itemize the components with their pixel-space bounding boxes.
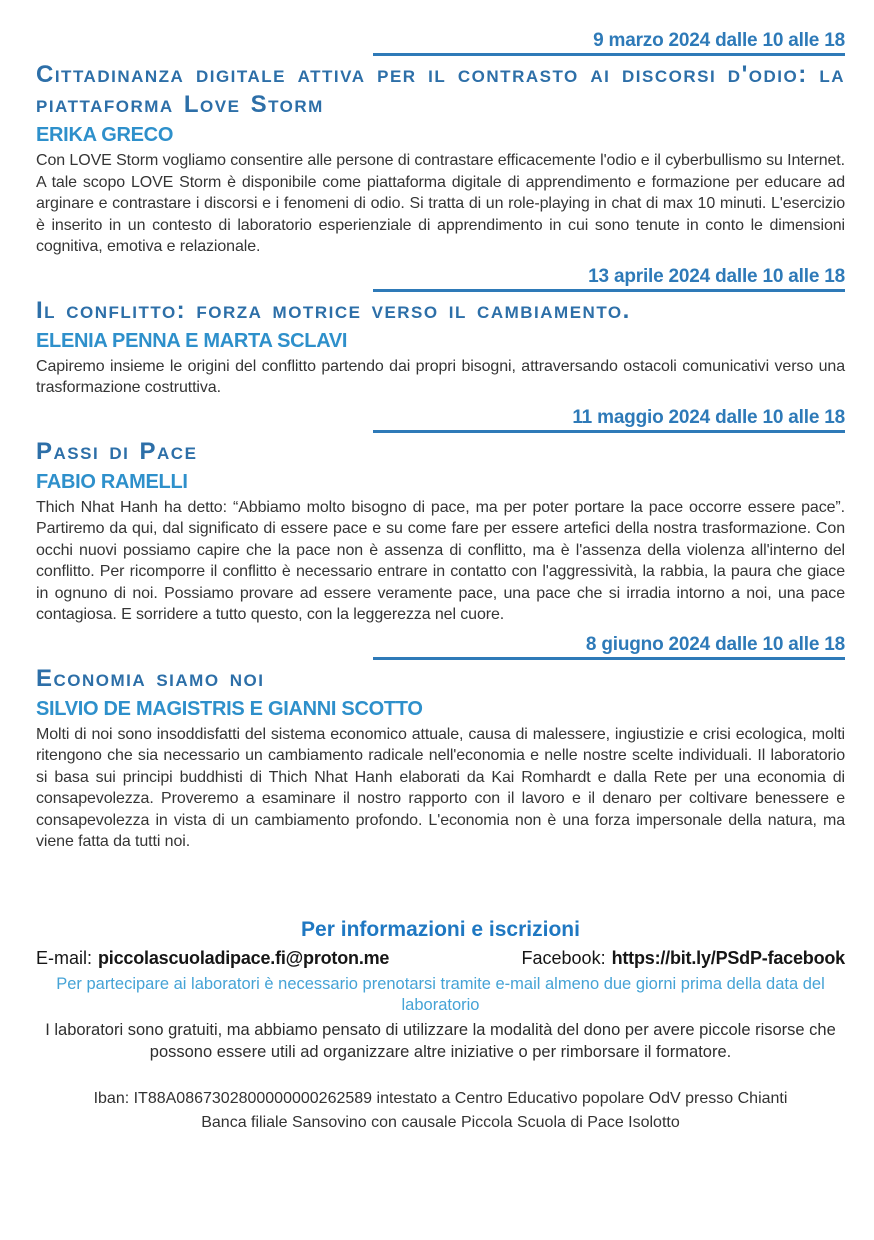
session-speaker: ELENIA PENNA E MARTA SCLAVI (36, 329, 348, 352)
facebook-label: Facebook: (521, 947, 606, 968)
session-date-rule (373, 634, 845, 660)
session-title: Passi di Pace (36, 437, 198, 465)
session-description: Con LOVE Storm vogliamo consentire alle persone di contrastare efficacemente l'odio e il cyberbullismo su Internet. A tale scopo LOVE Storm è disponibile come piattaforma digitale di apprendimento e formazione per educare ad arginare e contrastare i discorsi e i fenomeni di odio. Si tratta di un role-playing in chat di max 10 minuti. L'esercizio è inserito in un contesto di laboratorio esperienziale di apprendimento in cui sono tenute in conto le dimensioni cognitiva, emotiva e relazionale. (36, 152, 845, 255)
facebook-url-link[interactable]: https://bit.ly/PSdP-facebook (611, 947, 845, 968)
session-date: 9 marzo 2024 dalle 10 alle 18 (593, 30, 845, 51)
session-description: Thich Nhat Hanh ha detto: “Abbiamo molto bisogno di pace, ma per poter portare la pace occorre essere pace”. Partiremo da qui, dal significato di essere pace e su come fare per essere artefici della nostra trasformazione. Con occhi nuovi possiamo capire che la pace non è assenza di conflitto, ma è l'assenza della violenza all'interno del conflitto. Per ricomporre il conflitto è necessario entrare in contatto con l'aggressività, la rabbia, la paura che giace in ognuno di noi. Possiamo provare ad essere veramente pace, una pace che si irradia intorno a noi, una pace contagiosa. E sorridere a tutto questo, con la leggerezza nel cuore. (36, 498, 845, 623)
email-address-link[interactable]: piccolascuoladipace.fi@proton.me (98, 947, 390, 968)
booking-note: Per partecipare ai laboratori è necessario prenotarsi tramite e-mail almeno due giorni prima della data del laboratorio (56, 974, 825, 1014)
session-date-rule (373, 407, 845, 433)
session-economia (36, 634, 845, 853)
email-contact (36, 946, 389, 970)
session-title: Cittadinanza digitale attiva per il contrasto ai discorsi d'odio: la piattaforma Love Storm (36, 61, 845, 118)
session-speaker: SILVIO DE MAGISTRIS E GIANNI SCOTTO (36, 697, 423, 720)
email-label: E-mail: (36, 947, 93, 968)
session-description: Molti di noi sono insoddisfatti del sistema economico attuale, causa di malessere, ingiustizie e crisi ecologica, molti ritengono che sia necessario un cambiamento radicale nell'economia e nelle nostre scelte individuali. Il laboratorio si basa sui principi buddhisti di Thich Nhat Hanh elaborati da Kai Romhardt e dalla Rete per una economia di consapevolezza. Proveremo a esaminare il nostro rapporto con il lavoro e il denaro per coltivare benessere e consapevolezza in vista di un cambiamento profondo. L'economia non è una forza impersonale della natura, ma viene fatta da tutti noi. (36, 725, 845, 850)
session-date-rule (373, 30, 845, 56)
contact-row (36, 946, 845, 970)
donation-note: I laboratori sono gratuiti, ma abbiamo pensato di utilizzare la modalità del dono per avere piccole risorse che possono essere utili ad organizzare altre iniziative o per rimborsare il formatore. (45, 1020, 836, 1061)
session-title: Il conflitto: forza motrice verso il cambiamento. (36, 296, 631, 324)
session-date-rule (373, 266, 845, 292)
session-title: Economia siamo noi (36, 664, 265, 692)
session-speaker: ERIKA GRECO (36, 124, 174, 146)
info-heading: Per informazioni e iscrizioni (301, 917, 580, 941)
session-passi-di-pace (36, 407, 845, 626)
session-date: 8 giugno 2024 dalle 10 alle 18 (585, 633, 845, 655)
iban-note: Iban: IT88A0867302800000000262589 intestato a Centro Educativo popolare OdV presso Chianti Banca filiale Sansovino con causale Piccola Scuola di Pace Isolotto (93, 1089, 788, 1131)
session-date: 13 aprile 2024 dalle 10 alle 18 (588, 265, 845, 287)
session-speaker: FABIO RAMELLI (36, 470, 188, 493)
session-date: 11 maggio 2024 dalle 10 alle 18 (572, 406, 845, 428)
session-description: Capiremo insieme le origini del conflitto partendo dai propri bisogni, attraversando ostacoli comunicativi verso una trasformazione costruttiva. (36, 357, 845, 396)
facebook-contact (522, 946, 845, 970)
session-conflitto (36, 266, 845, 399)
session-love-storm (36, 30, 845, 258)
info-footer (36, 917, 845, 1135)
